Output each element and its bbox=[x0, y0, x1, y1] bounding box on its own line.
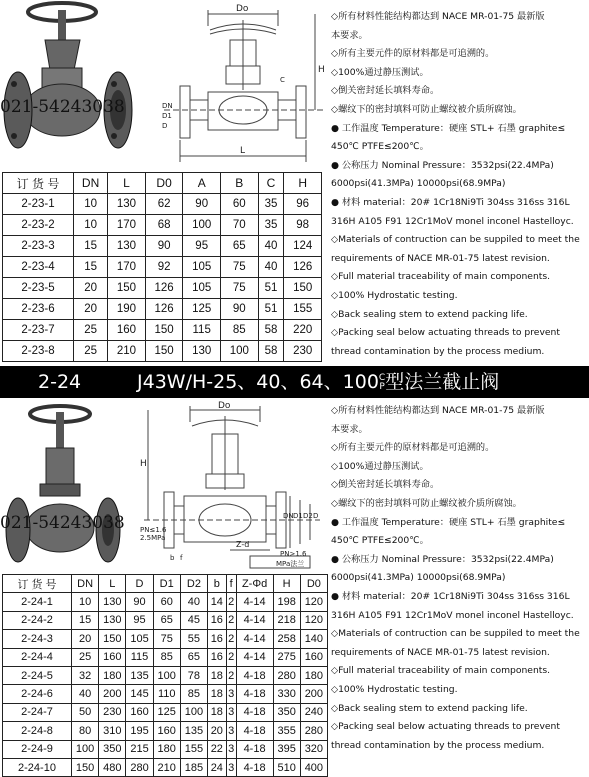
label-d2: D2 bbox=[303, 512, 313, 520]
cell: 65 bbox=[153, 611, 180, 629]
cell: 115 bbox=[183, 320, 221, 341]
cell: 130 bbox=[99, 611, 126, 629]
cell: 60 bbox=[221, 194, 259, 215]
cell: 124 bbox=[284, 236, 322, 257]
cell: 100 bbox=[180, 703, 207, 721]
cell: 100 bbox=[183, 215, 221, 236]
desc-line: ● 材料 material：20# 1Cr18Ni9Ti 304ss 316ss 316L bbox=[331, 196, 570, 208]
cell: 195 bbox=[126, 722, 153, 740]
desc-line: ● 材料 material：20# 1Cr18Ni9Ti 304ss 316ss 316L bbox=[331, 590, 570, 602]
spec-table-bottom bbox=[2, 574, 328, 777]
cell: 4-14 bbox=[236, 611, 273, 629]
cell: 16 bbox=[208, 611, 227, 629]
cell: 210 bbox=[108, 341, 146, 362]
col-header: L bbox=[99, 575, 126, 593]
desc-line: thread contamination by the process medium. bbox=[331, 345, 545, 357]
cell: 98 bbox=[284, 215, 322, 236]
cell: 51 bbox=[258, 278, 284, 299]
cell: 70 bbox=[221, 215, 259, 236]
cell: 230 bbox=[284, 341, 322, 362]
cell: 2-23-2 bbox=[3, 215, 74, 236]
cell: 218 bbox=[273, 611, 300, 629]
col-header: 订 货 号 bbox=[3, 575, 72, 593]
col-header: Z-Φd bbox=[236, 575, 273, 593]
table-row bbox=[3, 320, 322, 341]
col-header: C bbox=[258, 173, 284, 194]
cell: 130 bbox=[108, 236, 146, 257]
technical-drawing-top bbox=[160, 0, 330, 170]
cell: 180 bbox=[99, 666, 126, 684]
cell: 65 bbox=[180, 648, 207, 666]
cell: 10 bbox=[72, 593, 99, 611]
cell: 2 bbox=[226, 666, 236, 684]
cell: 60 bbox=[153, 593, 180, 611]
cell: 4-18 bbox=[236, 666, 273, 684]
desc-line: ◇Packing seal below actuating threads to prevent bbox=[331, 721, 560, 733]
description-bottom bbox=[331, 402, 587, 755]
desc-line: ◇Packing seal below actuating threads to prevent bbox=[331, 327, 560, 339]
cell: 130 bbox=[99, 593, 126, 611]
cell: 4-18 bbox=[236, 685, 273, 703]
cell: 160 bbox=[126, 703, 153, 721]
cell: 62 bbox=[145, 194, 183, 215]
cell: 40 bbox=[72, 685, 99, 703]
cell: 4-18 bbox=[236, 703, 273, 721]
cell: 20 bbox=[74, 299, 108, 320]
cell: 90 bbox=[126, 593, 153, 611]
desc-line: ● 工作温度 Temperature：硬座 STL+ 石墨 graphite≤ bbox=[331, 122, 566, 134]
cell: 20 bbox=[72, 630, 99, 648]
label-f: f bbox=[180, 554, 183, 562]
cell: 480 bbox=[99, 758, 126, 776]
cell: 170 bbox=[108, 257, 146, 278]
cell: 2-23-6 bbox=[3, 299, 74, 320]
cell: 95 bbox=[126, 611, 153, 629]
cell: 160 bbox=[99, 648, 126, 666]
desc-line: ◇所有主要元件的原材料都是可追溯的。 bbox=[331, 48, 495, 60]
cell: 395 bbox=[273, 740, 300, 758]
cell: 95 bbox=[183, 236, 221, 257]
cell: 16 bbox=[208, 648, 227, 666]
cell: 3 bbox=[226, 758, 236, 776]
cell: 3 bbox=[226, 685, 236, 703]
cell: 125 bbox=[153, 703, 180, 721]
title-prefix: J43W/H-25、40、64、100 bbox=[137, 371, 379, 393]
cell: 2-24-1 bbox=[3, 593, 72, 611]
cell: 58 bbox=[258, 320, 284, 341]
cell: 310 bbox=[99, 722, 126, 740]
cell: 126 bbox=[284, 257, 322, 278]
cell: 126 bbox=[145, 299, 183, 320]
desc-line: 6000psi(41.3MPa) 10000psi(68.9MPa) bbox=[331, 178, 506, 190]
desc-line: ◇100%通过静压测试。 bbox=[331, 460, 429, 472]
col-header: L bbox=[108, 173, 146, 194]
cell: 18 bbox=[208, 703, 227, 721]
cell: 25 bbox=[74, 341, 108, 362]
cell: 100 bbox=[72, 740, 99, 758]
col-header: D0 bbox=[145, 173, 183, 194]
desc-line: ◇倒关密封延长填料寿命。 bbox=[331, 479, 440, 491]
desc-line: 450℃ PTFE≤200℃。 bbox=[331, 141, 429, 153]
col-header: D bbox=[126, 575, 153, 593]
cell: 35 bbox=[258, 194, 284, 215]
cell: 145 bbox=[126, 685, 153, 703]
label-do: Do bbox=[218, 401, 231, 411]
cell: 2 bbox=[226, 630, 236, 648]
phone-number-bottom: 021-54243038 bbox=[0, 513, 125, 533]
spec-table-top bbox=[2, 172, 322, 362]
cell: 280 bbox=[300, 722, 327, 740]
cell: 105 bbox=[183, 278, 221, 299]
cell: 330 bbox=[273, 685, 300, 703]
cell: 58 bbox=[258, 341, 284, 362]
col-header: 订 货 号 bbox=[3, 173, 74, 194]
cell: 85 bbox=[153, 648, 180, 666]
cell: 15 bbox=[74, 236, 108, 257]
cell: 15 bbox=[74, 257, 108, 278]
table-row bbox=[3, 593, 328, 611]
table-row bbox=[3, 648, 328, 666]
desc-line: ◇Full material traceability of main components. bbox=[331, 271, 551, 283]
cell: 40 bbox=[258, 257, 284, 278]
label-l: L bbox=[240, 146, 246, 156]
cell: 65 bbox=[221, 236, 259, 257]
desc-line: ◇所有主要元件的原材料都是可追溯的。 bbox=[331, 442, 495, 454]
desc-line: thread contamination by the process medium. bbox=[331, 739, 545, 751]
table-row bbox=[3, 236, 322, 257]
cell: 4-18 bbox=[236, 758, 273, 776]
cell: 25 bbox=[74, 320, 108, 341]
cell: 240 bbox=[300, 703, 327, 721]
table-row bbox=[3, 666, 328, 684]
cell: 40 bbox=[180, 593, 207, 611]
cell: 200 bbox=[99, 685, 126, 703]
cell: 90 bbox=[145, 236, 183, 257]
cell: 2-24-9 bbox=[3, 740, 72, 758]
col-header: DN bbox=[72, 575, 99, 593]
desc-line: ● 公称压力 Nominal Pressure：3532psi(22.4MPa) bbox=[331, 159, 554, 171]
desc-line: ◇螺纹下的密封填料可防止螺纹被介质所腐蚀。 bbox=[331, 103, 522, 115]
desc-line: requirements of NACE MR-01-75 latest revision. bbox=[331, 252, 550, 264]
cell: 110 bbox=[153, 685, 180, 703]
cell: 68 bbox=[145, 215, 183, 236]
cell: 2 bbox=[226, 648, 236, 666]
cell: 280 bbox=[126, 758, 153, 776]
cell: 220 bbox=[284, 320, 322, 341]
cell: 180 bbox=[153, 740, 180, 758]
label-do: Do bbox=[236, 4, 249, 14]
col-header: D1 bbox=[153, 575, 180, 593]
desc-line: requirements of NACE MR-01-75 latest revision. bbox=[331, 646, 550, 658]
cell: 2-23-1 bbox=[3, 194, 74, 215]
cell: 320 bbox=[300, 740, 327, 758]
label-zd: Z-d bbox=[236, 540, 250, 549]
section-title bbox=[137, 366, 499, 398]
cell: 355 bbox=[273, 722, 300, 740]
table-row bbox=[3, 685, 328, 703]
valve-photo-bottom bbox=[0, 400, 140, 572]
cell: 96 bbox=[284, 194, 322, 215]
cell: 170 bbox=[108, 215, 146, 236]
table-row bbox=[3, 194, 322, 215]
cell: 4-18 bbox=[236, 722, 273, 740]
col-header: DN bbox=[74, 173, 108, 194]
cell: 120 bbox=[300, 611, 327, 629]
cell: 198 bbox=[273, 593, 300, 611]
cell: 14 bbox=[208, 593, 227, 611]
cell: 126 bbox=[145, 278, 183, 299]
label-pn-low-unit: 2.5MPa bbox=[140, 534, 166, 542]
cell: 4-18 bbox=[236, 740, 273, 758]
label-pn-high: PN>1.6 bbox=[280, 550, 307, 558]
cell: 150 bbox=[284, 278, 322, 299]
label-pn-low: PN≤1.6 bbox=[140, 526, 167, 534]
cell: 35 bbox=[258, 215, 284, 236]
label-b: b bbox=[170, 554, 175, 562]
cell: 115 bbox=[126, 648, 153, 666]
desc-line: ◇螺纹下的密封填料可防止螺纹被介质所腐蚀。 bbox=[331, 497, 522, 509]
cell: 150 bbox=[99, 630, 126, 648]
cell: 105 bbox=[183, 257, 221, 278]
title-suffix: 型法兰截止阀 bbox=[385, 371, 500, 393]
section-title-banner bbox=[0, 366, 589, 398]
col-header: A bbox=[183, 173, 221, 194]
cell: 2-23-7 bbox=[3, 320, 74, 341]
cell: 400 bbox=[300, 758, 327, 776]
desc-line: ◇Materials of contruction can be suppiled to meet the bbox=[331, 234, 580, 246]
table-row bbox=[3, 703, 328, 721]
label-h: H bbox=[318, 65, 325, 75]
cell: 2 bbox=[226, 611, 236, 629]
cell: 140 bbox=[300, 630, 327, 648]
label-d: D bbox=[313, 512, 319, 520]
col-header: B bbox=[221, 173, 259, 194]
cell: 180 bbox=[300, 666, 327, 684]
cell: 2-24-7 bbox=[3, 703, 72, 721]
cell: 510 bbox=[273, 758, 300, 776]
col-header: f bbox=[226, 575, 236, 593]
cell: 90 bbox=[183, 194, 221, 215]
cell: 55 bbox=[180, 630, 207, 648]
table-row bbox=[3, 722, 328, 740]
cell: 280 bbox=[273, 666, 300, 684]
desc-line: 本要求。 bbox=[331, 29, 368, 41]
cell: 80 bbox=[72, 722, 99, 740]
table-row bbox=[3, 257, 322, 278]
label-d1: D1 bbox=[293, 512, 303, 520]
cell: 135 bbox=[180, 722, 207, 740]
cell: 32 bbox=[72, 666, 99, 684]
cell: 22 bbox=[208, 740, 227, 758]
cell: 2-23-4 bbox=[3, 257, 74, 278]
phone-number-top: 021-54243038 bbox=[0, 97, 125, 117]
cell: 100 bbox=[221, 341, 259, 362]
cell: 16 bbox=[208, 630, 227, 648]
desc-line: ◇100% Hydrostatic testing. bbox=[331, 683, 458, 695]
table-row bbox=[3, 611, 328, 629]
description-top bbox=[331, 8, 587, 361]
cell: 2-23-5 bbox=[3, 278, 74, 299]
cell: 190 bbox=[108, 299, 146, 320]
desc-line: ● 公称压力 Nominal Pressure：3532psi(22.4MPa) bbox=[331, 553, 554, 565]
cell: 3 bbox=[226, 703, 236, 721]
label-pn-high-unit: MPa法兰 bbox=[276, 560, 305, 568]
cell: 155 bbox=[180, 740, 207, 758]
cell: 200 bbox=[300, 685, 327, 703]
cell: 85 bbox=[180, 685, 207, 703]
cell: 24 bbox=[208, 758, 227, 776]
title-sup-top: C bbox=[378, 372, 386, 383]
cell: 185 bbox=[180, 758, 207, 776]
cell: 51 bbox=[258, 299, 284, 320]
cell: 210 bbox=[153, 758, 180, 776]
cell: 75 bbox=[221, 257, 259, 278]
cell: 20 bbox=[208, 722, 227, 740]
desc-line: 本要求。 bbox=[331, 423, 368, 435]
cell: 40 bbox=[258, 236, 284, 257]
cell: 85 bbox=[221, 320, 259, 341]
desc-line: ◇100% Hydrostatic testing. bbox=[331, 289, 458, 301]
cell: 275 bbox=[273, 648, 300, 666]
cell: 258 bbox=[273, 630, 300, 648]
cell: 135 bbox=[126, 666, 153, 684]
technical-drawing-bottom bbox=[140, 400, 330, 572]
cell: 4-14 bbox=[236, 630, 273, 648]
cell: 90 bbox=[221, 299, 259, 320]
table-header-row bbox=[3, 575, 328, 593]
cell: 2-24-3 bbox=[3, 630, 72, 648]
table-row bbox=[3, 299, 322, 320]
cell: 160 bbox=[108, 320, 146, 341]
valve-photo-top bbox=[0, 0, 160, 170]
desc-line: ◇100%通过静压测试。 bbox=[331, 66, 429, 78]
label-c: C bbox=[280, 76, 285, 84]
cell: 105 bbox=[126, 630, 153, 648]
label-dn: DN bbox=[283, 512, 294, 520]
desc-line: ◇所有材料性能结构都达到 NACE MR-01-75 最新版 bbox=[331, 405, 545, 416]
cell: 125 bbox=[183, 299, 221, 320]
label-dn: DN bbox=[162, 102, 173, 110]
table-row bbox=[3, 630, 328, 648]
label-d1: D1 bbox=[162, 112, 172, 120]
table-row bbox=[3, 341, 322, 362]
cell: 50 bbox=[72, 703, 99, 721]
cell: 150 bbox=[145, 320, 183, 341]
cell: 2-24-10 bbox=[3, 758, 72, 776]
table-header-row bbox=[3, 173, 322, 194]
cell: 18 bbox=[208, 666, 227, 684]
cell: 18 bbox=[208, 685, 227, 703]
cell: 2-24-5 bbox=[3, 666, 72, 684]
desc-line: ◇Full material traceability of main components. bbox=[331, 665, 551, 677]
table-row bbox=[3, 215, 322, 236]
cell: 75 bbox=[221, 278, 259, 299]
col-header: H bbox=[273, 575, 300, 593]
cell: 3 bbox=[226, 740, 236, 758]
desc-line: ◇Materials of contruction can be suppiled to meet the bbox=[331, 628, 580, 640]
section-code: 2-24 bbox=[38, 371, 82, 393]
table-row bbox=[3, 740, 328, 758]
cell: 100 bbox=[153, 666, 180, 684]
cell: 10 bbox=[74, 194, 108, 215]
desc-line: ◇所有材料性能结构都达到 NACE MR-01-75 最新版 bbox=[331, 11, 545, 22]
cell: 2-24-6 bbox=[3, 685, 72, 703]
cell: 15 bbox=[72, 611, 99, 629]
cell: 150 bbox=[145, 341, 183, 362]
table-row bbox=[3, 758, 328, 776]
desc-line: 450℃ PTFE≤200℃。 bbox=[331, 535, 429, 547]
desc-line: ◇Back sealing stem to extend packing life. bbox=[331, 702, 528, 714]
col-header: D0 bbox=[300, 575, 327, 593]
col-header: H bbox=[284, 173, 322, 194]
cell: 130 bbox=[108, 194, 146, 215]
table-row bbox=[3, 278, 322, 299]
col-header: b bbox=[208, 575, 227, 593]
cell: 20 bbox=[74, 278, 108, 299]
cell: 25 bbox=[72, 648, 99, 666]
label-d: D bbox=[162, 122, 168, 130]
cell: 78 bbox=[180, 666, 207, 684]
cell: 2-24-2 bbox=[3, 611, 72, 629]
title-sup-bottom: P bbox=[379, 381, 385, 392]
cell: 130 bbox=[183, 341, 221, 362]
cell: 10 bbox=[74, 215, 108, 236]
desc-line: ● 工作温度 Temperature：硬座 STL+ 石墨 graphite≤ bbox=[331, 516, 566, 528]
cell: 230 bbox=[99, 703, 126, 721]
cell: 75 bbox=[153, 630, 180, 648]
cell: 4-14 bbox=[236, 593, 273, 611]
cell: 215 bbox=[126, 740, 153, 758]
cell: 2-23-3 bbox=[3, 236, 74, 257]
desc-line: ◇倒关密封延长填料寿命。 bbox=[331, 85, 440, 97]
desc-line: 316H A105 F91 12Cr1MoV monel inconel Hastelloyc. bbox=[331, 215, 574, 227]
col-header: D2 bbox=[180, 575, 207, 593]
desc-line: 316H A105 F91 12Cr1MoV monel inconel Hastelloyc. bbox=[331, 609, 574, 621]
cell: 150 bbox=[108, 278, 146, 299]
cell: 160 bbox=[153, 722, 180, 740]
cell: 92 bbox=[145, 257, 183, 278]
cell: 350 bbox=[273, 703, 300, 721]
cell: 120 bbox=[300, 593, 327, 611]
cell: 150 bbox=[72, 758, 99, 776]
cell: 2 bbox=[226, 593, 236, 611]
cell: 4-14 bbox=[236, 648, 273, 666]
cell: 2-23-8 bbox=[3, 341, 74, 362]
cell: 45 bbox=[180, 611, 207, 629]
cell: 2-24-8 bbox=[3, 722, 72, 740]
cell: 160 bbox=[300, 648, 327, 666]
label-h: H bbox=[140, 459, 147, 469]
desc-line: 6000psi(41.3MPa) 10000psi(68.9MPa) bbox=[331, 572, 506, 584]
cell: 2-24-4 bbox=[3, 648, 72, 666]
cell: 3 bbox=[226, 722, 236, 740]
desc-line: ◇Back sealing stem to extend packing life. bbox=[331, 308, 528, 320]
cell: 350 bbox=[99, 740, 126, 758]
cell: 155 bbox=[284, 299, 322, 320]
